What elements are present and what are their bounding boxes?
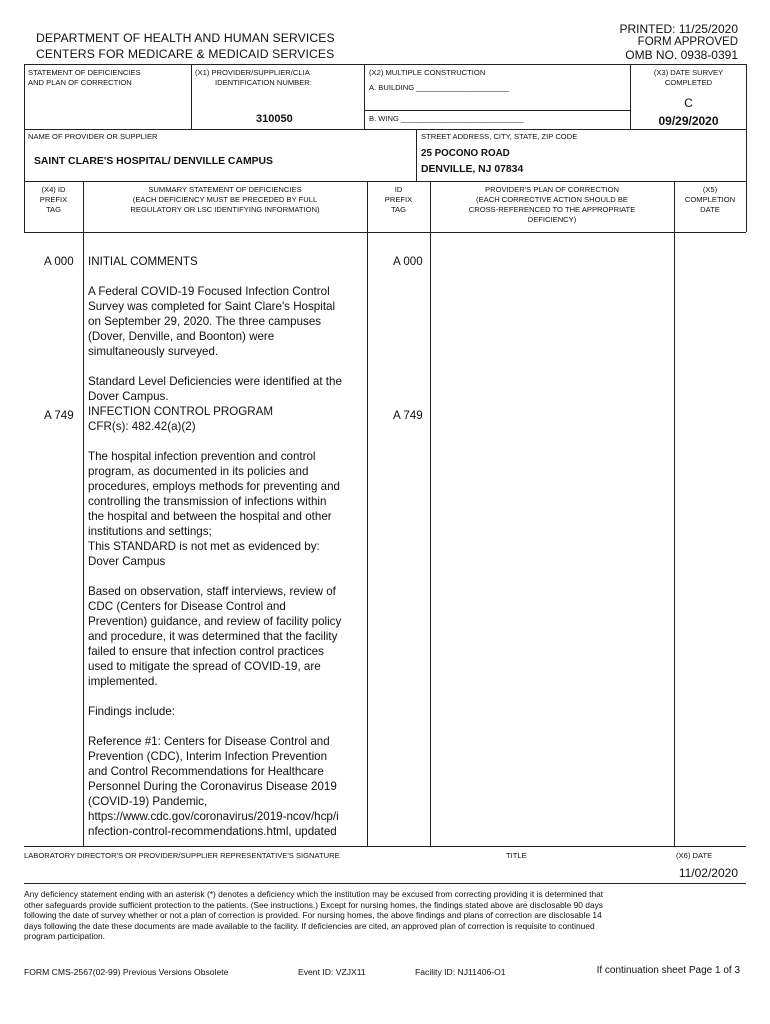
wing-label: B. WING _____________________________ (369, 114, 524, 123)
tag-a000-right: A 000 (393, 255, 423, 268)
survey-intro-paragraph: A Federal COVID-19 Focused Infection Control Survey was completed for Saint Clare's Hospital on September 29, 2020. The three campuses (Dover, Denville, and Boonton) were simultaneously surveyed. (88, 285, 336, 358)
x5-header-1: (X5) (702, 185, 718, 194)
x3-label-1: (X3) DATE SURVEY (653, 68, 724, 77)
summary-header-3: REGULATORY OR LSC IDENTIFYING INFORMATION) (130, 205, 320, 214)
event-id: Event ID: VZJX11 (298, 967, 366, 977)
survey-completed-date: 09/29/2020 (658, 114, 719, 128)
x4-header-1: (X4) ID (41, 185, 66, 194)
title-label: TITLE (506, 851, 527, 860)
provider-name-label: NAME OF PROVIDER OR SUPPLIER (28, 132, 158, 141)
tag-a749-right: A 749 (393, 409, 423, 422)
agency-name-line2: CENTERS FOR MEDICARE & MEDICAID SERVICES (36, 47, 335, 61)
disclaimer-text: Any deficiency statement ending with an asterisk (*) denotes a deficiency which the institution may be excused from correcting providing it is determined that other safeguards provide sufficient protection to the patients. (See instructions.) Except for nursing homes, the findings stated above are disclosable 90 days following the date of survey whether or not a plan of correction is provided. For nursing homes, the above findings and plans of correction are disclosable 14 days following the date these documents are made available to the facility. If deficiencies are cited, an approved plan of correction is requisite to continued program participation. (24, 889, 604, 941)
summary-header-2: (EACH DEFICIENCY MUST BE PRECEDED BY FULL (132, 195, 318, 204)
summary-header-1: SUMMARY STATEMENT OF DEFICIENCIES (148, 185, 302, 194)
form-approved: FORM APPROVED (637, 36, 738, 48)
form-number: FORM CMS-2567(02-99) Previous Versions Obsolete (24, 967, 229, 977)
x2-label: (X2) MULTIPLE CONSTRUCTION (369, 68, 486, 77)
facility-id: Facility ID: NJ11406-O1 (415, 967, 506, 977)
plan-header-4: DEFICIENCY) (527, 215, 577, 224)
x5-header-3: DATE (700, 205, 720, 214)
signature-label: LABORATORY DIRECTOR'S OR PROVIDER/SUPPLIER REPRESENTATIVE'S SIGNATURE (24, 851, 340, 860)
omb-number: OMB NO. 0938-0391 (625, 48, 738, 62)
tag-a000-left: A 000 (44, 255, 74, 268)
building-label: A. BUILDING ______________________ (369, 83, 510, 92)
city-state-zip: DENVILLE, NJ 07834 (421, 164, 524, 175)
tag-a749-left: A 749 (44, 409, 74, 422)
x6-date-label: (X6) DATE (676, 851, 713, 860)
x4-header-3: TAG (45, 205, 62, 214)
agency-name-line1: DEPARTMENT OF HEALTH AND HUMAN SERVICES (36, 31, 335, 45)
statement-label-2: AND PLAN OF CORRECTION (28, 78, 132, 87)
provider-name: SAINT CLARE'S HOSPITAL/ DENVILLE CAMPUS (34, 156, 273, 167)
continuation-page: If continuation sheet Page 1 of 3 (596, 965, 740, 976)
findings-basis-paragraph: Based on observation, staff interviews, review of CDC (Centers for Disease Control and Prevention) guidance, and review of facility policy and procedure, it was determined that the facility failed to ensure that infection control practices used to mitigate the spread of COVID-19, are implemented. (88, 585, 342, 688)
plan-header-1: PROVIDER'S PLAN OF CORRECTION (485, 185, 619, 194)
x1-label-2: IDENTIFICATION NUMBER: (215, 78, 312, 87)
x3-code: C (684, 96, 693, 110)
plan-header-2: (EACH CORRECTIVE ACTION SHOULD BE (476, 195, 628, 204)
findings-include: Findings include: (88, 705, 176, 718)
statement-label-1: STATEMENT OF DEFICIENCIES (28, 68, 141, 77)
id-header-2: PREFIX (384, 195, 413, 204)
x3-label-2: COMPLETED (664, 78, 713, 87)
id-header-3: TAG (390, 205, 407, 214)
provider-id-number: 310050 (256, 113, 293, 125)
street-address: 25 POCONO ROAD (421, 148, 510, 159)
plan-header-3: CROSS-REFERENCED TO THE APPROPRIATE (468, 205, 636, 214)
signature-date: 11/02/2020 (678, 866, 738, 880)
standard-level-paragraph: Standard Level Deficiencies were identified at the Dover Campus. INFECTION CONTROL PROGRAM CFR(s): 482.42(a)(2) (88, 375, 342, 433)
initial-comments-heading: INITIAL COMMENTS (88, 255, 198, 268)
x1-label-1: (X1) PROVIDER/SUPPLIER/CLIA (195, 68, 310, 77)
printed-date: PRINTED: 11/25/2020 (619, 22, 738, 36)
x5-header-2: COMPLETION (684, 195, 736, 204)
x4-header-2: PREFIX (39, 195, 68, 204)
reference-paragraph: Reference #1: Centers for Disease Control and Prevention (CDC), Interim Infection Prevention and Control Recommendations for Healthcare Personnel During the Coronavirus Disease 2019 (COVID-19) Pandemic, https://www.cdc.gov/coronavirus/2019-ncov/hcp/i nfection-control-recommendations.html, updated (88, 735, 339, 838)
infection-program-paragraph: The hospital infection prevention and control program, as documented in its policies and procedures, employs methods for preventing and controlling the transmission of infections within the hospital and between the hospital and other institutions and settings; This STANDARD is not met as evidenced by: Dover Campus (88, 450, 340, 568)
id-header-1: ID (394, 185, 403, 194)
address-label: STREET ADDRESS, CITY, STATE, ZIP CODE (421, 132, 578, 141)
deficiency-statement (88, 254, 366, 854)
